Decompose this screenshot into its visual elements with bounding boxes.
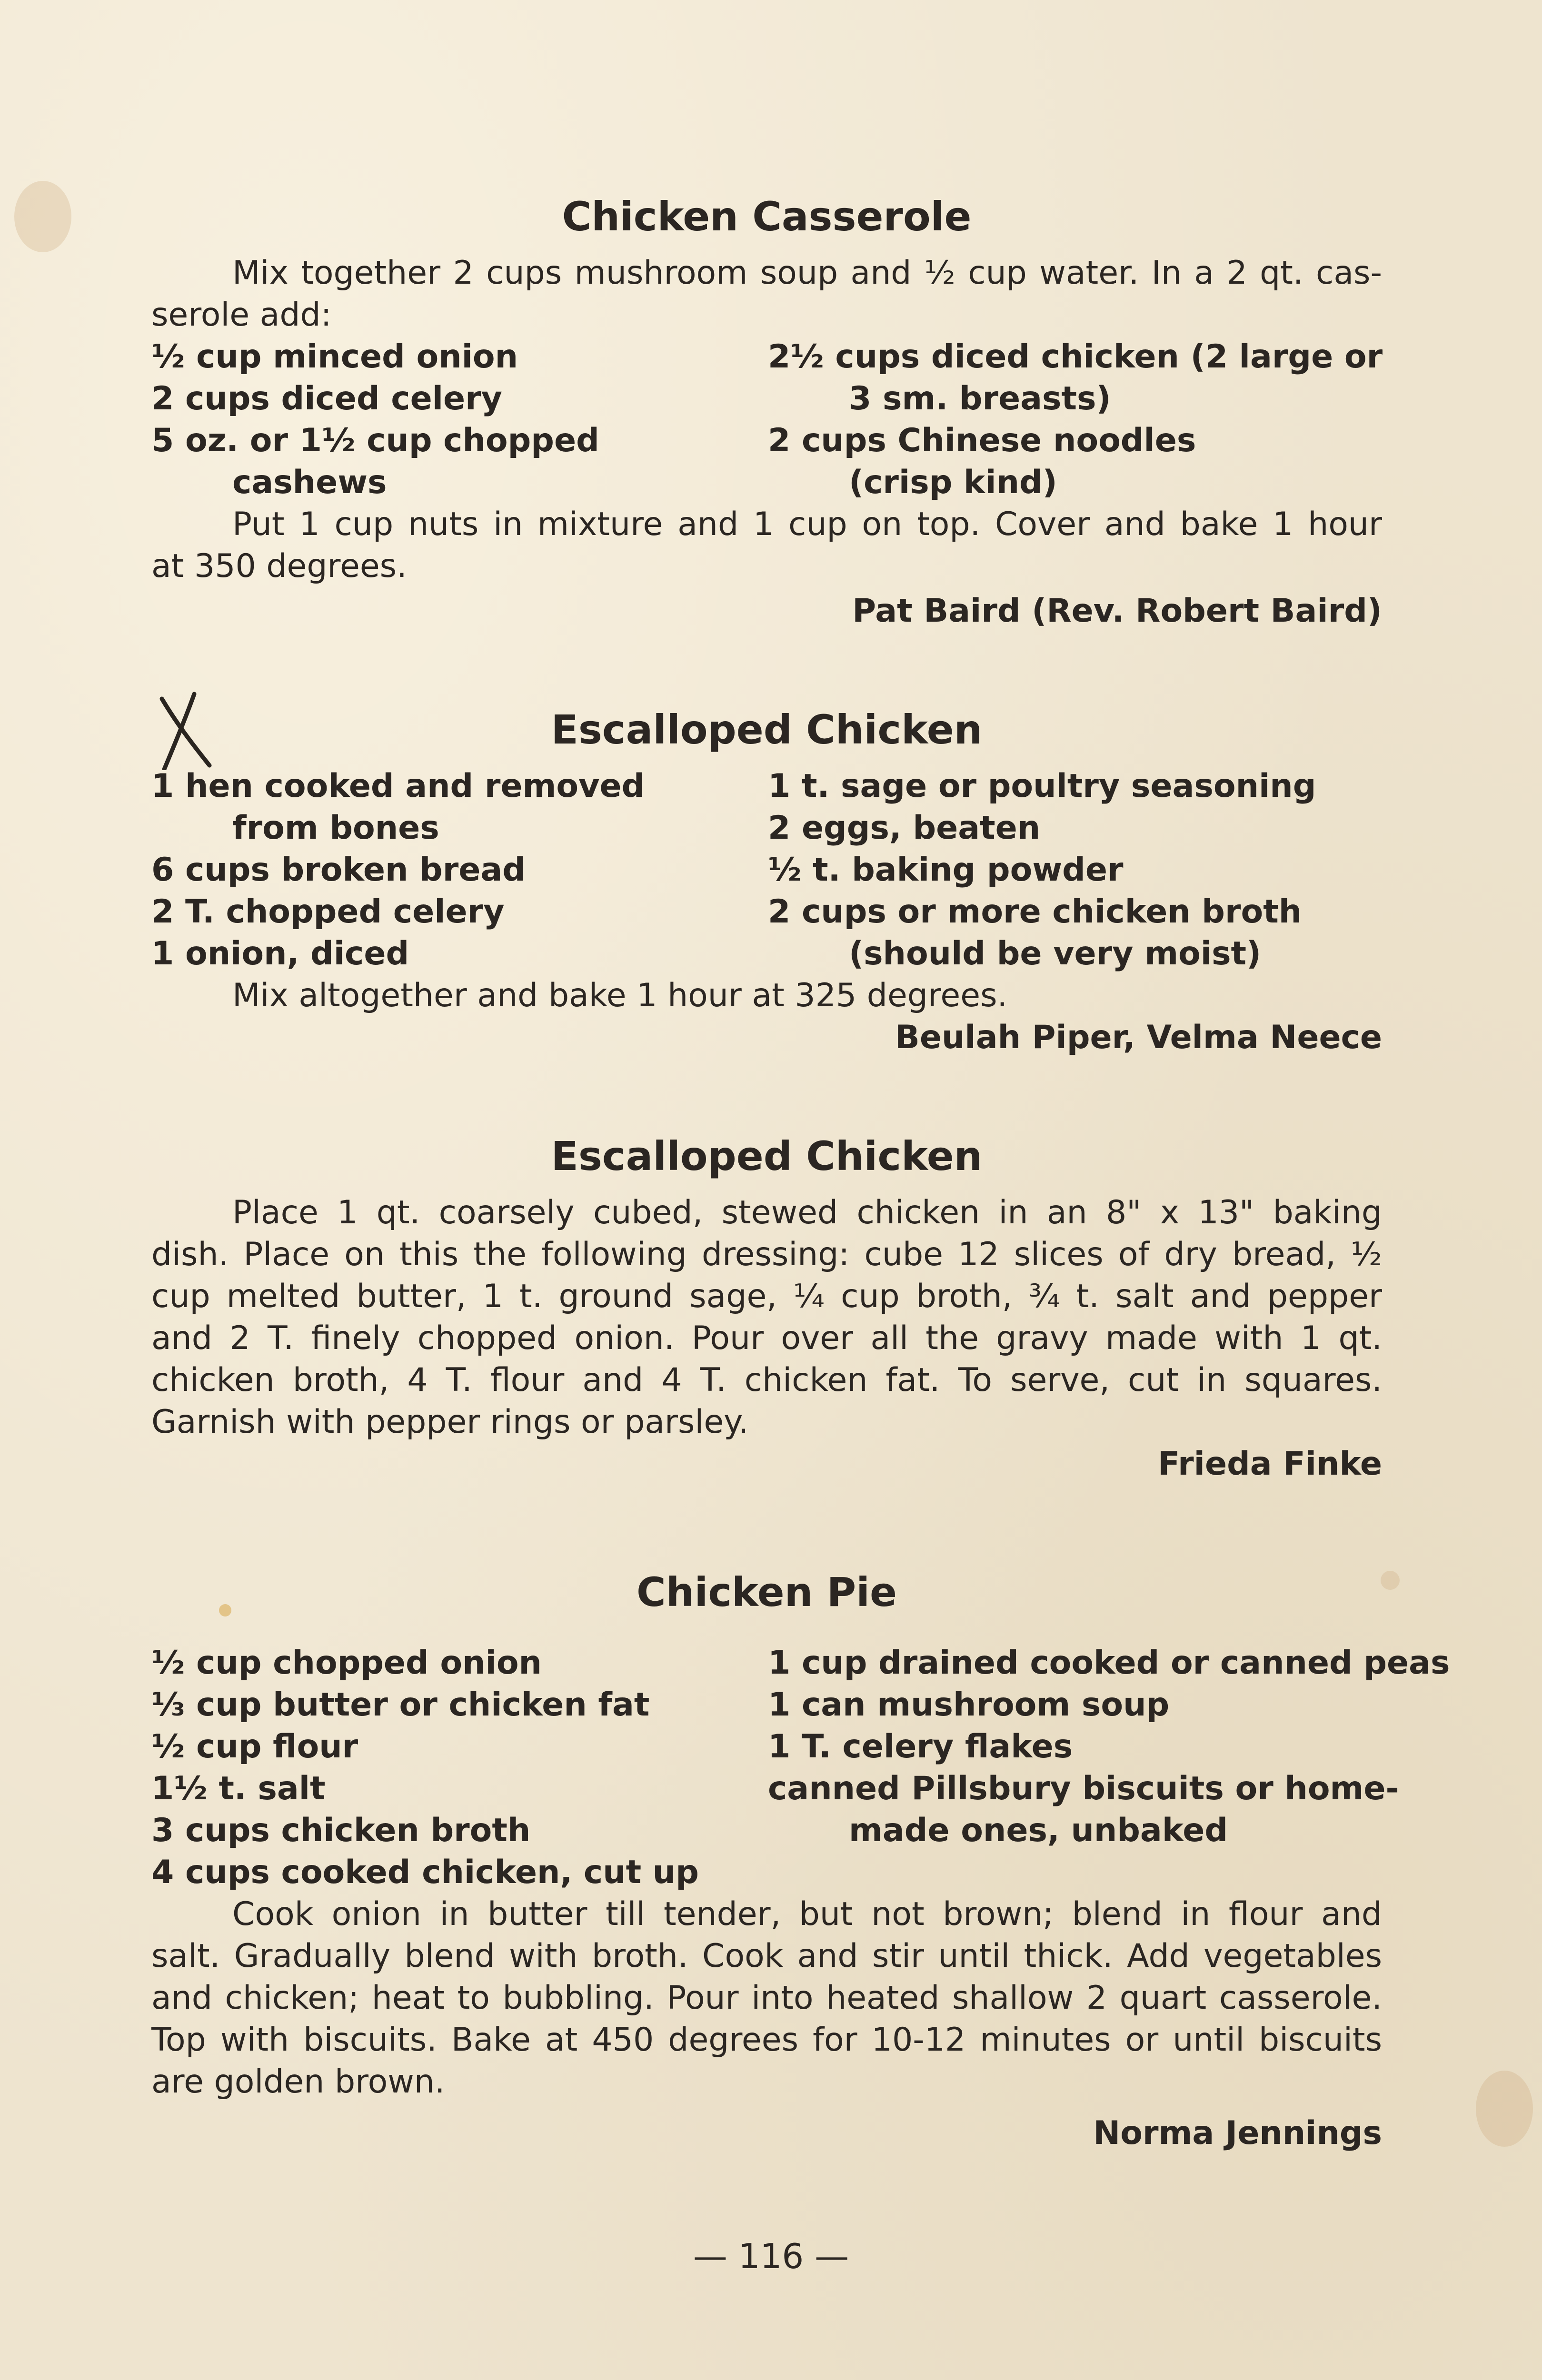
recipe-author: Norma Jennings — [1093, 2114, 1382, 2152]
ingredient-item: 3 cups chicken broth — [151, 1812, 531, 1849]
method-line: and chicken; heat to bubbling. Pour into heated shallow 2 quart casserole. — [151, 1979, 1382, 2017]
ingredient-item: 2½ cups diced chicken (2 large or — [768, 338, 1383, 376]
ingredient-item: 6 cups broken bread — [151, 851, 526, 889]
ingredient-item: cashews — [232, 464, 387, 501]
recipe-title: Chicken Pie — [637, 1569, 897, 1616]
ingredient-item: canned Pillsbury biscuits or home- — [768, 1770, 1399, 1807]
method-line: cup melted butter, 1 t. ground sage, ¼ cup broth, ¾ t. salt and pepper — [151, 1278, 1382, 1315]
ingredient-item: 2 cups or more chicken broth — [768, 893, 1302, 931]
ingredients-left — [151, 336, 742, 504]
ingredient-item: 1½ t. salt — [151, 1770, 326, 1807]
method-line: dish. Place on this the following dressing: cube 12 slices of dry bread, ½ — [151, 1236, 1382, 1273]
method-line: Top with biscuits. Bake at 450 degrees for 10-12 minutes or until biscuits — [151, 2021, 1382, 2059]
ingredient-item: 2 cups Chinese noodles — [768, 422, 1196, 459]
ingredient-item: 2 T. chopped celery — [151, 893, 505, 931]
intro-line: serole add: — [151, 296, 332, 334]
recipe-title: Chicken Casserole — [562, 193, 972, 240]
ingredient-columns — [151, 336, 1382, 504]
ingredient-item: ½ cup minced onion — [151, 338, 518, 376]
ingredient-item: 3 sm. breasts) — [849, 380, 1111, 417]
method-line: Put 1 cup nuts in mixture and 1 cup on top. Cover and bake 1 hour — [232, 506, 1382, 543]
recipe-author: Pat Baird (Rev. Robert Baird) — [852, 592, 1382, 630]
ingredient-item: 1 hen cooked and removed — [151, 767, 645, 805]
recipe-chicken-casserole — [151, 190, 1382, 632]
ingredient-columns — [151, 1642, 1450, 1894]
ingredient-item: 2 cups diced celery — [151, 380, 503, 417]
method-line: and 2 T. finely chopped onion. Pour over all the gravy made with 1 qt. — [151, 1319, 1382, 1357]
foxing-spot — [1381, 1571, 1400, 1590]
ingredient-item: ½ t. baking powder — [768, 851, 1124, 889]
ingredients-right — [768, 1642, 1450, 1894]
ingredients-left — [151, 1642, 742, 1894]
recipe-author: Beulah Piper, Velma Neece — [895, 1019, 1382, 1056]
ingredient-item: (should be very moist) — [849, 935, 1262, 972]
recipe-title: Escalloped Chicken — [551, 706, 983, 753]
ingredient-item: 1 can mushroom soup — [768, 1686, 1170, 1724]
ingredient-item: 2 eggs, beaten — [768, 809, 1041, 847]
ingredient-item: 4 cups cooked chicken, cut up — [151, 1854, 699, 1891]
method-line: Garnish with pepper rings or parsley. — [151, 1403, 749, 1441]
ingredient-item: 1 T. celery flakes — [768, 1728, 1073, 1765]
foxing-spot — [14, 181, 71, 252]
ingredient-item: 1 t. sage or poultry seasoning — [768, 767, 1316, 805]
ingredients-right — [768, 765, 1382, 975]
intro-line: Mix together 2 cups mushroom soup and ½ cup water. In a 2 qt. cas- — [232, 254, 1382, 292]
ingredients-left — [151, 765, 742, 975]
ingredient-item: ½ cup flour — [151, 1728, 358, 1765]
method-line: salt. Gradually blend with broth. Cook and stir until thick. Add vegetables — [151, 1937, 1382, 1975]
recipe-chicken-pie — [151, 1566, 1450, 2154]
recipe-author: Frieda Finke — [1158, 1445, 1382, 1483]
method-line: Cook onion in butter till tender, but not brown; blend in flour and — [232, 1895, 1382, 1933]
page-content — [151, 190, 1450, 2154]
ingredient-item: ½ cup chopped onion — [151, 1644, 542, 1682]
ingredient-item: 1 cup drained cooked or canned peas — [768, 1644, 1450, 1682]
ingredient-item: made ones, unbaked — [849, 1812, 1228, 1849]
ingredient-item: (crisp kind) — [849, 464, 1057, 501]
ingredient-columns — [151, 765, 1382, 975]
ingredient-item: 1 onion, diced — [151, 935, 409, 972]
method-line: Place 1 qt. coarsely cubed, stewed chicken in an 8" x 13" baking — [232, 1194, 1382, 1231]
recipe-title: Escalloped Chicken — [551, 1133, 983, 1180]
page-number: — 116 — — [693, 2236, 849, 2276]
ingredient-item: from bones — [232, 809, 439, 847]
method-line: at 350 degrees. — [151, 547, 407, 585]
ingredient-item: ⅓ cup butter or chicken fat — [151, 1686, 650, 1724]
ingredients-right — [768, 336, 1382, 504]
recipe-escalloped-chicken-2 — [151, 1130, 1382, 1485]
method-line: are golden brown. — [151, 2063, 445, 2101]
method-line: Mix altogether and bake 1 hour at 325 degrees. — [232, 977, 1008, 1014]
handwritten-x-mark — [157, 689, 214, 770]
method-line: chicken broth, 4 T. flour and 4 T. chicken fat. To serve, cut in squares. — [151, 1361, 1382, 1399]
recipe-escalloped-chicken-1 — [151, 704, 1382, 1059]
ingredient-item: 5 oz. or 1½ cup chopped — [151, 422, 599, 459]
foxing-spot — [1476, 2071, 1533, 2147]
